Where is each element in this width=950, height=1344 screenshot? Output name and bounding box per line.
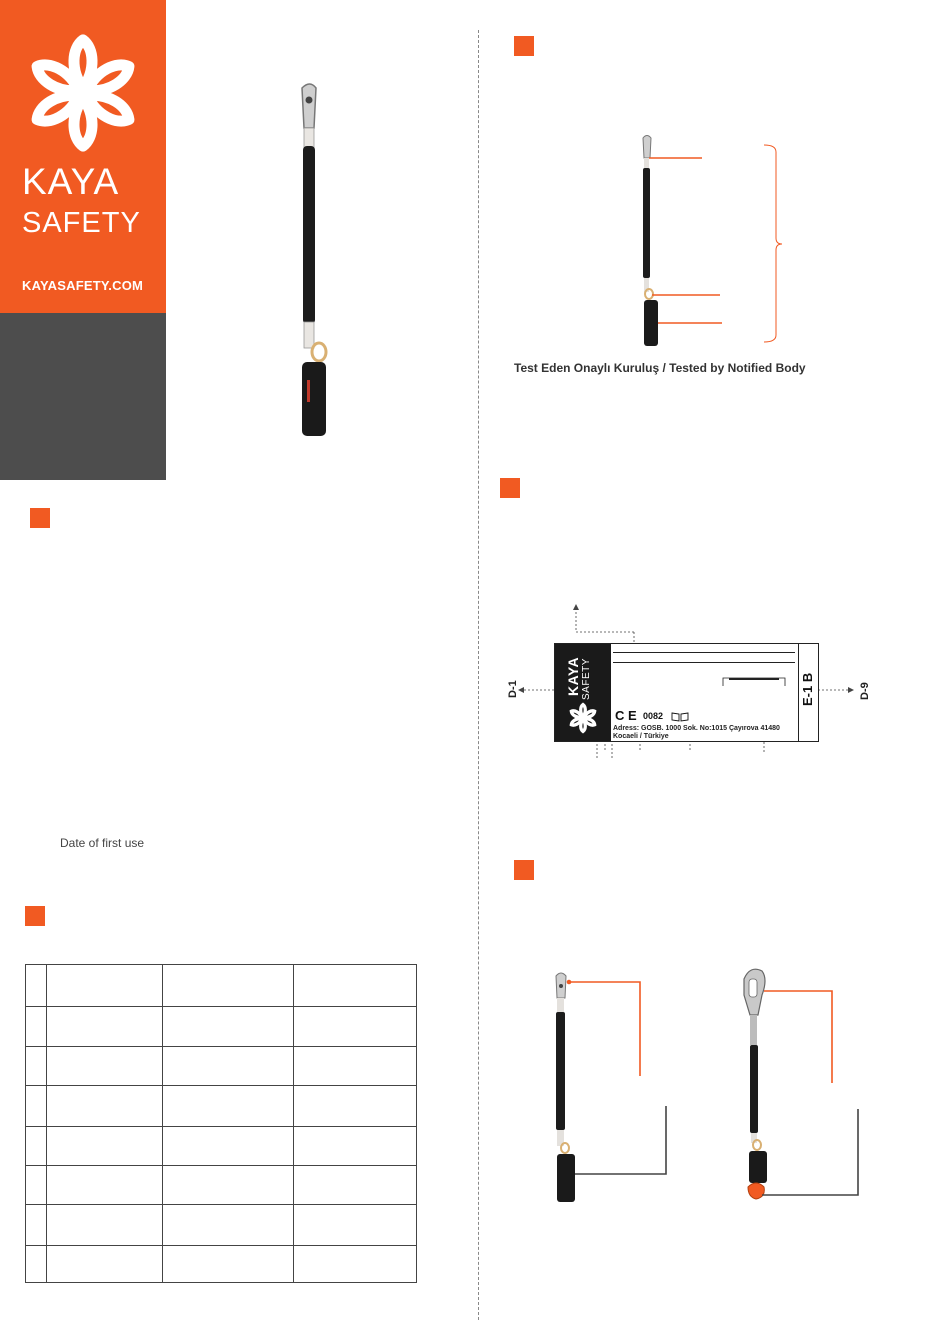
component-diagram <box>630 130 800 355</box>
section-marker-left-1 <box>30 508 50 528</box>
table-row <box>26 1205 417 1246</box>
table-row <box>26 965 417 1007</box>
lanyard-product-image <box>290 80 340 440</box>
brand-name-line2: SAFETY <box>22 207 141 239</box>
lanyard-variant-scaffold-hook <box>738 965 868 1210</box>
label-ref-left: D-1 <box>507 680 519 698</box>
table-row <box>26 1007 417 1047</box>
ce-mark: C E <box>615 708 637 723</box>
product-label <box>554 643 819 742</box>
label-brand-line2: SAFETY <box>581 658 592 700</box>
table-row <box>26 1047 417 1086</box>
inspection-table <box>25 964 417 1283</box>
kaya-flower-icon <box>567 702 599 734</box>
label-ref-right: D-9 <box>859 682 871 700</box>
notified-body-caption: Test Eden Onaylı Kuruluş / Tested by Notified Body <box>514 361 806 375</box>
label-rule <box>613 662 795 663</box>
brand-panel-gray <box>0 313 166 480</box>
table-row <box>26 1127 417 1166</box>
label-address-line1: Adress: GOSB. 1000 Sok. No:1015 Çayırova 41480 <box>613 725 780 732</box>
ce-number: 0082 <box>643 711 664 721</box>
label-model: E-1 B <box>800 672 815 706</box>
table-row <box>26 1166 417 1205</box>
column-divider <box>478 30 479 1320</box>
brand-name-line1: KAYA <box>22 161 120 202</box>
table-row <box>26 1246 417 1283</box>
section-marker-left-2 <box>25 906 45 926</box>
section-marker-right-1 <box>514 36 534 56</box>
first-use-label: Date of first use <box>60 836 145 850</box>
table-row <box>26 1086 417 1127</box>
section-marker-right-2 <box>500 478 520 498</box>
open-book-icon <box>671 712 689 722</box>
label-address-line2: Kocaeli / Türkiye <box>613 733 669 740</box>
label-brand-text <box>565 650 609 700</box>
lanyard-variant-karabiner <box>548 968 678 1208</box>
label-rule-top <box>613 652 795 653</box>
kaya-flower-icon <box>20 30 146 156</box>
brand-url: KAYASAFETY.COM <box>22 278 144 293</box>
lanyard-pictogram <box>721 674 789 688</box>
section-marker-right-3 <box>514 860 534 880</box>
label-brand-line1: KAYA <box>565 656 581 696</box>
